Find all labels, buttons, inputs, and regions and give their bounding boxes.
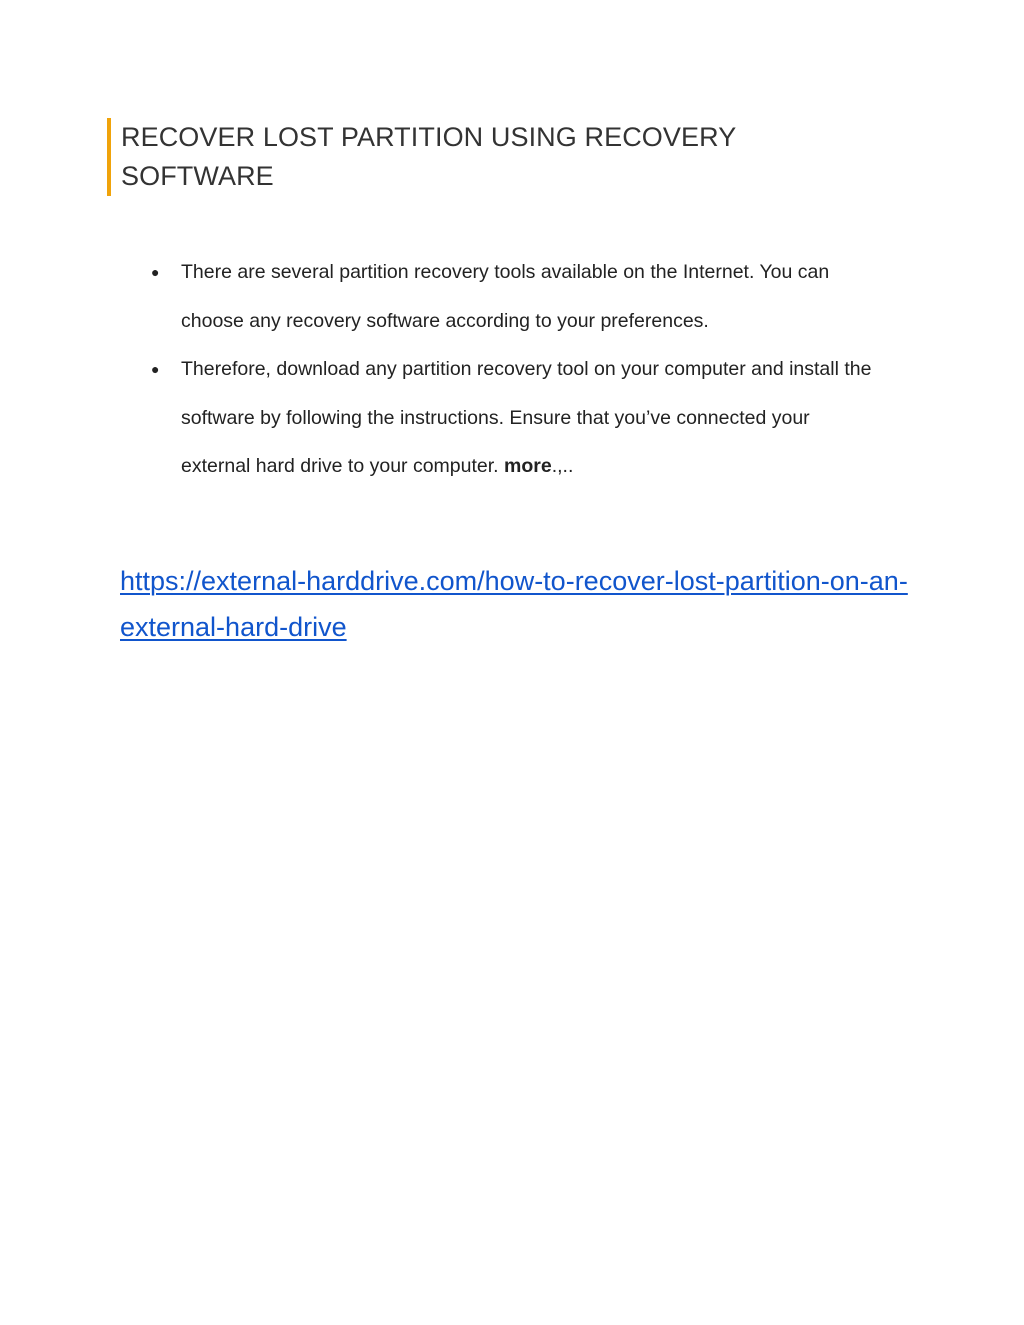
bullet-dot-icon: ●	[151, 361, 160, 377]
source-link-block	[120, 558, 920, 650]
more-suffix: .,..	[551, 455, 574, 477]
heading-text	[121, 118, 821, 196]
list-item	[138, 248, 878, 345]
source-link-line-2: external-hard-drive	[120, 612, 347, 642]
more-label: more	[504, 455, 552, 477]
heading-line-1: RECOVER LOST PARTITION USING RECOVERY	[121, 122, 737, 152]
bullet-text: There are several partition recovery tools available on the Internet. You can choose any recovery software according to your preferences.	[181, 261, 830, 332]
list-item	[138, 345, 878, 491]
bullet-list	[138, 248, 878, 491]
bullet-dot-icon: ●	[151, 264, 160, 280]
section-heading	[107, 118, 821, 196]
bullet-text: Therefore, download any partition recovery tool on your computer and install the software by following the instructions. Ensure that you’ve connected your external hard drive to your computer.	[181, 358, 872, 477]
heading-line-2: SOFTWARE	[121, 161, 274, 191]
source-link-line-1: https://external-harddrive.com/how-to-recover-lost-partition-on-an-	[120, 566, 908, 596]
source-link[interactable]	[120, 566, 908, 642]
